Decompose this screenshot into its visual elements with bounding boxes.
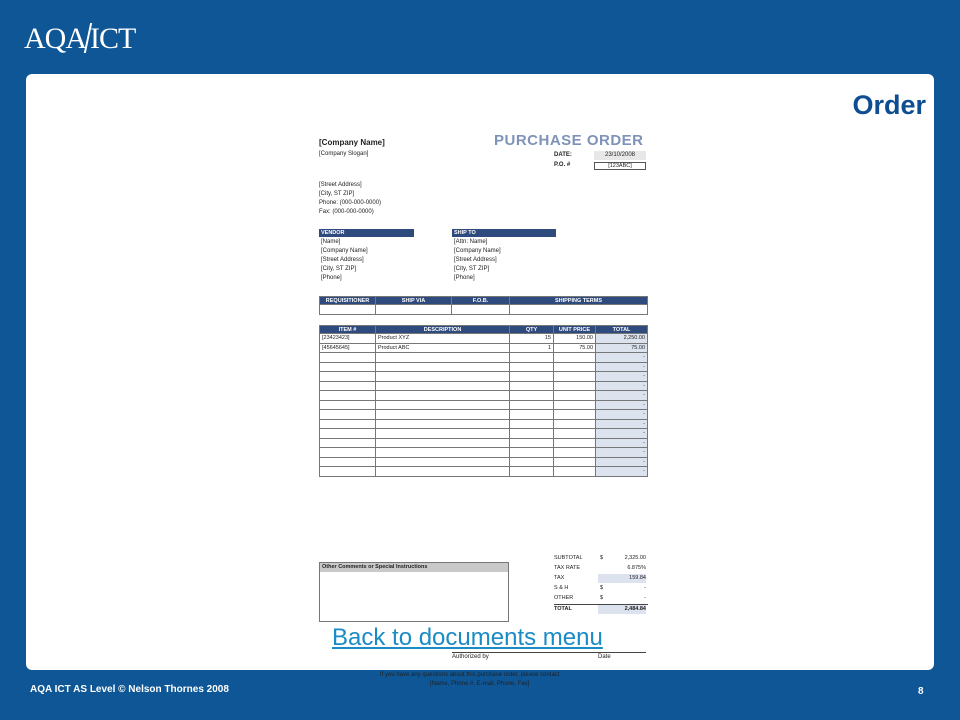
logo-right-text: ICT xyxy=(90,22,136,55)
summary-label: SUBTOTAL xyxy=(554,555,583,561)
table-cell-desc xyxy=(376,400,510,410)
summary-row xyxy=(554,604,648,613)
table-cell-total: - xyxy=(596,391,648,401)
table-row xyxy=(320,429,648,439)
table-cell-price xyxy=(554,362,596,372)
table-cell-desc xyxy=(376,457,510,467)
table-cell-desc xyxy=(376,429,510,439)
table-cell-item xyxy=(320,457,376,467)
table-cell-qty xyxy=(510,419,554,429)
table-cell-item xyxy=(320,448,376,458)
shipping-header-terms: SHIPPING TERMS xyxy=(510,297,648,305)
table-cell-total: - xyxy=(596,419,648,429)
items-table xyxy=(319,325,648,477)
footer-copyright: AQA ICT AS Level © Nelson Thornes 2008 xyxy=(30,684,229,695)
table-cell-item xyxy=(320,400,376,410)
table-cell-total: - xyxy=(596,457,648,467)
table-cell-item xyxy=(320,467,376,477)
address-line: [Street Address] xyxy=(319,182,362,188)
table-cell-price xyxy=(554,372,596,382)
table-cell-price xyxy=(554,410,596,420)
table-cell-desc xyxy=(376,448,510,458)
table-cell-qty: 1 xyxy=(510,343,554,353)
vendor-block xyxy=(321,238,368,283)
table-cell-qty xyxy=(510,391,554,401)
table-cell-qty xyxy=(510,362,554,372)
table-cell-qty: 15 xyxy=(510,334,554,344)
table-cell-price xyxy=(554,457,596,467)
po-address-block xyxy=(319,181,381,217)
ship-to-line: [Street Address] xyxy=(454,257,497,263)
table-row xyxy=(320,467,648,477)
table-cell-item xyxy=(320,372,376,382)
table-cell-price xyxy=(554,467,596,477)
table-cell-price: 75.00 xyxy=(554,343,596,353)
summary-currency: $ xyxy=(600,595,604,601)
table-cell-price xyxy=(554,438,596,448)
table-cell-desc: Product ABC xyxy=(376,343,510,353)
table-cell-price: 150.00 xyxy=(554,334,596,344)
slide-content xyxy=(26,74,934,687)
table-row xyxy=(320,353,648,363)
summary-label: OTHER xyxy=(554,595,574,601)
summary-row xyxy=(554,584,648,593)
table-cell xyxy=(320,305,376,315)
back-to-documents-link[interactable]: Back to documents menu xyxy=(332,624,603,651)
ship-to-line: [Phone] xyxy=(454,275,475,281)
summary-row xyxy=(554,564,648,573)
table-cell-desc xyxy=(376,353,510,363)
table-cell xyxy=(510,305,648,315)
table-row xyxy=(320,438,648,448)
slide-title: Order xyxy=(852,90,926,120)
table-cell-desc xyxy=(376,438,510,448)
table-cell-qty xyxy=(510,381,554,391)
table-row xyxy=(320,391,648,401)
po-number-value: [123ABC] xyxy=(594,162,646,170)
table-cell-total: 75.00 xyxy=(596,343,648,353)
items-header-total: TOTAL xyxy=(596,326,648,334)
table-cell-total: - xyxy=(596,467,648,477)
table-cell-qty xyxy=(510,448,554,458)
table-row xyxy=(320,457,648,467)
table-cell-item xyxy=(320,410,376,420)
table-cell-price xyxy=(554,353,596,363)
summary-label: TAX RATE xyxy=(554,565,581,571)
ship-to-block xyxy=(454,238,501,283)
table-cell-item: [45645645] xyxy=(320,343,376,353)
table-cell-item xyxy=(320,353,376,363)
authorized-by-label: Authorized by xyxy=(452,654,489,660)
aqa-ict-logo xyxy=(24,22,135,56)
po-title: PURCHASE ORDER xyxy=(494,132,644,149)
table-cell-total: 2,250.00 xyxy=(596,334,648,344)
table-cell-item xyxy=(320,419,376,429)
logo-left-text: AQA xyxy=(24,22,86,55)
table-cell-item: [23423423] xyxy=(320,334,376,344)
summary-row xyxy=(554,554,648,563)
address-line: Fax: (000-000-0000) xyxy=(319,209,374,215)
page-number: 8 xyxy=(918,686,924,697)
table-cell-total: - xyxy=(596,400,648,410)
po-number-label: P.O. # xyxy=(554,162,571,168)
comments-box xyxy=(319,562,509,622)
table-cell-total: - xyxy=(596,353,648,363)
table-cell-desc xyxy=(376,362,510,372)
table-cell-qty xyxy=(510,410,554,420)
table-cell-desc xyxy=(376,372,510,382)
address-line: [City, ST ZIP] xyxy=(319,191,355,197)
address-line: Phone: (000-000-0000) xyxy=(319,200,382,206)
table-row xyxy=(320,400,648,410)
table-cell-price xyxy=(554,419,596,429)
summary-value: - xyxy=(644,595,646,601)
summary-label: TOTAL xyxy=(554,606,572,612)
table-cell-qty xyxy=(510,353,554,363)
contact-line-1: If you have any questions about this purchase order, please contact xyxy=(380,672,560,678)
table-row xyxy=(320,372,648,382)
items-header-qty: QTY xyxy=(510,326,554,334)
summary-currency: $ xyxy=(600,585,604,591)
table-cell-item xyxy=(320,381,376,391)
table-cell-total: - xyxy=(596,438,648,448)
ship-to-line: [Attn: Name] xyxy=(454,239,488,245)
items-header-description: DESCRIPTION xyxy=(376,326,510,334)
items-header-unit-price: UNIT PRICE xyxy=(554,326,596,334)
table-row xyxy=(320,410,648,420)
table-row xyxy=(320,362,648,372)
po-date-label: DATE: xyxy=(554,152,572,158)
table-cell-qty xyxy=(510,400,554,410)
table-cell xyxy=(452,305,510,315)
table-cell-item xyxy=(320,429,376,439)
table-cell-desc: Product XYZ xyxy=(376,334,510,344)
table-cell-total: - xyxy=(596,410,648,420)
table-cell xyxy=(376,305,452,315)
shipping-header-fob: F.O.B. xyxy=(452,297,510,305)
signature-date-label: Date xyxy=(598,654,611,660)
summary-currency: $ xyxy=(600,555,604,561)
table-cell-item xyxy=(320,391,376,401)
contact-line-2: [Name, Phone #, E-mail, Phone, Fax] xyxy=(430,681,530,687)
items-header-item: ITEM # xyxy=(320,326,376,334)
table-cell-price xyxy=(554,448,596,458)
summary-value: - xyxy=(644,585,646,591)
summary-value: 6.875% xyxy=(627,565,646,571)
table-cell-total: - xyxy=(596,381,648,391)
summary-row xyxy=(554,594,648,603)
table-cell-item xyxy=(320,438,376,448)
vendor-line: [Company Name] xyxy=(321,248,368,254)
vendor-line: [Name] xyxy=(321,239,341,245)
shipping-header-requisitioner: REQUISITIONER xyxy=(320,297,376,305)
table-cell-item xyxy=(320,362,376,372)
table-cell-price xyxy=(554,429,596,439)
table-cell-qty xyxy=(510,372,554,382)
vendor-line: [City, ST ZIP] xyxy=(321,266,357,272)
table-cell-desc xyxy=(376,419,510,429)
ship-to-line: [Company Name] xyxy=(454,248,501,254)
po-company-name: [Company Name] xyxy=(319,138,385,147)
summary-value: 159.84 xyxy=(598,574,646,583)
table-cell-desc xyxy=(376,410,510,420)
table-cell-qty xyxy=(510,467,554,477)
table-cell-total: - xyxy=(596,372,648,382)
table-row xyxy=(320,381,648,391)
ship-to-line: [City, ST ZIP] xyxy=(454,266,490,272)
summary-label: S & H xyxy=(554,585,569,591)
table-cell-price xyxy=(554,400,596,410)
items-table-body xyxy=(320,334,648,477)
table-cell-desc xyxy=(376,381,510,391)
table-cell-total: - xyxy=(596,448,648,458)
table-cell-qty xyxy=(510,438,554,448)
shipping-row xyxy=(320,305,648,315)
po-date-value: 23/10/2008 xyxy=(594,151,646,160)
table-cell-qty xyxy=(510,457,554,467)
table-cell-price xyxy=(554,391,596,401)
table-row xyxy=(320,419,648,429)
table-row xyxy=(320,334,648,344)
summary-label: TAX xyxy=(554,575,565,581)
ship-to-header: SHIP TO xyxy=(452,229,556,237)
comments-header: Other Comments or Special Instructions xyxy=(320,563,508,572)
summary-value: 2,325.00 xyxy=(624,555,646,561)
table-cell-qty xyxy=(510,429,554,439)
table-cell-price xyxy=(554,381,596,391)
table-cell-total: - xyxy=(596,362,648,372)
table-cell-desc xyxy=(376,391,510,401)
summary-row xyxy=(554,574,648,583)
vendor-line: [Phone] xyxy=(321,275,342,281)
vendor-header: VENDOR xyxy=(319,229,414,237)
table-cell-desc xyxy=(376,467,510,477)
table-row xyxy=(320,448,648,458)
summary-value: 2,484.84 xyxy=(598,605,646,614)
po-company-slogan: [Company Slogan] xyxy=(319,151,369,157)
table-cell-total: - xyxy=(596,429,648,439)
vendor-line: [Street Address] xyxy=(321,257,364,263)
shipping-table xyxy=(319,296,648,315)
table-row xyxy=(320,343,648,353)
shipping-header-ship-via: SHIP VIA xyxy=(376,297,452,305)
